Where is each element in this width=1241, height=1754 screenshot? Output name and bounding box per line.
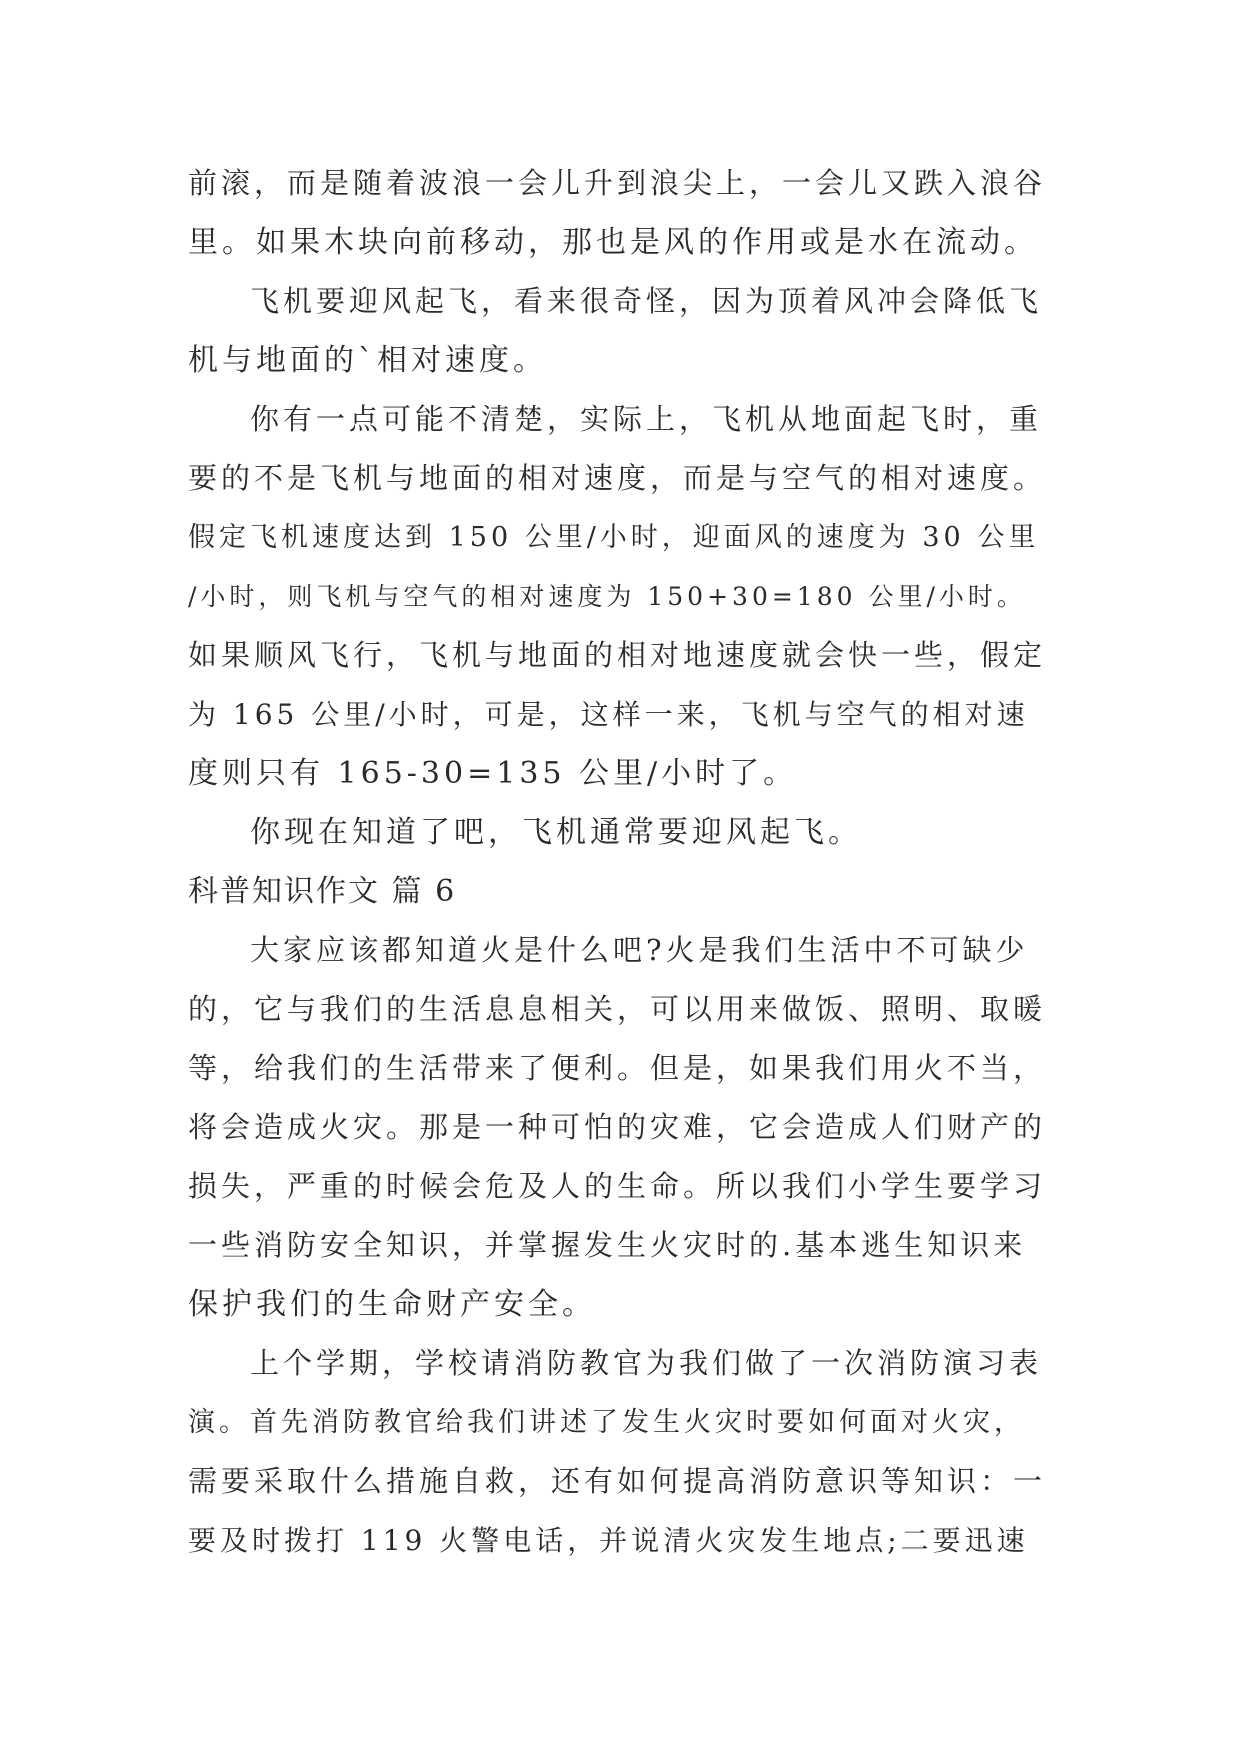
text-line: 机与地面的`相对速度。 (188, 343, 547, 378)
text-line: /小时，则飞机与空气的相对速度为 150+30=180 公里/小时。 (188, 582, 1026, 611)
text-line: 里。如果木块向前移动，那也是风的作用或是水在流动。 (188, 225, 1038, 260)
text-line: 等，给我们的生活带来了便利。但是，如果我们用火不当， (188, 1051, 1047, 1085)
paragraph-start-line: 大家应该都知道火是什么吧?火是我们生活中不可缺少 (250, 933, 1029, 967)
paragraph-start-line: 你有一点可能不清楚，实际上，飞机从地面起飞时，重 (250, 402, 1043, 436)
text-line: 前滚，而是随着波浪一会儿升到浪尖上，一会儿又跌入浪谷 (188, 166, 1047, 200)
paragraph-start-line: 飞机要迎风起飞，看来很奇怪，因为顶着风冲会降低飞 (250, 284, 1043, 318)
text-line: 需要采取什么措施自救，还有如何提高消防意识等知识：一 (188, 1464, 1047, 1498)
text-line: 要及时拨打 119 火警电话，并说清火灾发生地点;二要迅速 (188, 1524, 1029, 1557)
text-line: 为 165 公里/小时，可是，这样一来，飞机与空气的相对速 (188, 698, 1029, 731)
paragraph-start-line: 你现在知道了吧，飞机通常要迎风起飞。 (250, 815, 862, 850)
document-page (188, 154, 1048, 1570)
text-line: 损失，严重的时候会危及人的生命。所以我们小学生要学习 (188, 1169, 1047, 1203)
text-line: 度则只有 165-30=135 公里/小时了。 (188, 756, 798, 791)
paragraph-start-line: 上个学期，学校请消防教官为我们做了一次消防演习表 (250, 1346, 1043, 1380)
text-line: 保护我们的生命财产安全。 (188, 1287, 596, 1322)
text-line: 要的不是飞机与地面的相对速度，而是与空气的相对速度。 (188, 461, 1047, 495)
text-line: 如果顺风飞行，飞机与地面的相对地速度就会快一些，假定 (188, 638, 1047, 672)
section-heading: 科普知识作文 篇 6 (188, 874, 457, 909)
text-line: 的，它与我们的生活息息相关，可以用来做饭、照明、取暖 (188, 992, 1047, 1026)
text-line: 演。首先消防教官给我们讲述了发生火灾时要如何面对火灾， (188, 1407, 1025, 1438)
text-line: 将会造成火灾。那是一种可怕的灾难，它会造成人们财产的 (188, 1110, 1047, 1144)
text-line: 假定飞机速度达到 150 公里/小时，迎面风的速度为 30 公里 (188, 522, 1040, 553)
text-line: 一些消防安全知识，并掌握发生火灾时的.基本逃生知识来 (188, 1228, 1027, 1262)
